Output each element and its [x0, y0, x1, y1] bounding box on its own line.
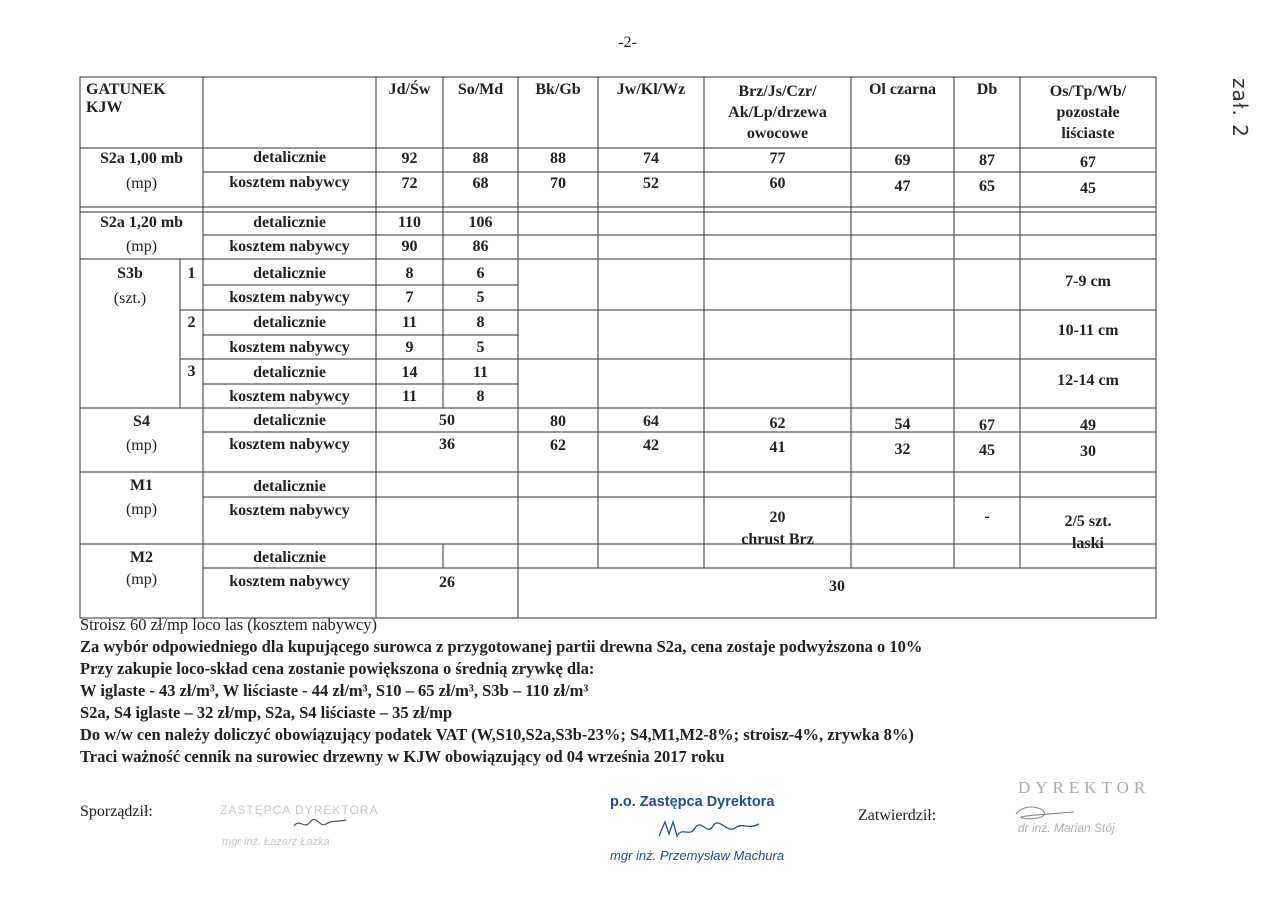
label-detal: detalicznie: [253, 478, 326, 495]
value: 80: [550, 413, 566, 430]
notes: [80, 614, 922, 768]
value: 70: [550, 175, 566, 192]
value: 52: [643, 175, 659, 192]
note-line: Traci ważność cennik na surowiec drzewny w KJW obowiązujący od 04 września 2017 roku: [80, 747, 725, 766]
value: 49: [1080, 417, 1096, 434]
size-range: 7-9 cm: [1065, 273, 1111, 290]
value: 69: [894, 152, 911, 169]
value: 86: [472, 238, 489, 255]
value: 45: [979, 442, 995, 459]
row-unit: (mp): [125, 501, 158, 518]
row-unit: (mp): [125, 437, 158, 454]
label-detal: detalicznie: [253, 214, 326, 231]
value: 67: [979, 417, 995, 434]
value: 50: [439, 412, 455, 429]
header-col: Os/Tp/Wb/ pozostałe liściaste: [1049, 83, 1127, 142]
value: 88: [472, 150, 489, 167]
label-kosztem: kosztem nabywcy: [229, 238, 350, 255]
value: 67: [1080, 154, 1096, 171]
value: 9: [405, 339, 414, 356]
value: 11: [401, 388, 418, 405]
value: 30: [1080, 443, 1096, 460]
header-col: Brz/Js/Czr/ Ak/Lp/drzewa owocowe: [728, 83, 827, 142]
value: 47: [894, 178, 911, 195]
value: 6: [476, 265, 485, 282]
value: 42: [643, 437, 659, 454]
value: 11: [401, 314, 418, 331]
row-unit: (szt.): [113, 290, 147, 307]
row-name: M2: [129, 549, 154, 566]
label-detal: detalicznie: [253, 549, 326, 566]
value: 65: [979, 178, 995, 195]
value: 14: [401, 364, 418, 381]
value: 110: [397, 214, 422, 231]
header-gatunek: GATUNEK KJW: [86, 81, 166, 116]
header-col: Jd/Św: [388, 81, 431, 98]
director-name: dr inż. Marian Stój: [1018, 821, 1115, 835]
annex-note: zał. 2: [1228, 78, 1252, 138]
row-unit: (mp): [125, 175, 158, 192]
sub-number: 2: [187, 314, 196, 331]
value: 68: [472, 175, 489, 192]
row-unit: (mp): [125, 571, 158, 588]
value: 41: [769, 439, 786, 456]
deputy-name: mgr inż. Przemysław Machura: [610, 848, 785, 863]
label-kosztem: kosztem nabywcy: [229, 289, 350, 306]
label-detal: detalicznie: [253, 265, 326, 282]
value: 87: [979, 152, 995, 169]
label-kosztem: kosztem nabywcy: [229, 339, 350, 356]
value: 45: [1080, 180, 1096, 197]
value: 36: [439, 436, 455, 453]
value: 88: [550, 150, 566, 167]
value: 64: [643, 413, 659, 430]
label-kosztem: kosztem nabywcy: [229, 502, 350, 519]
row-name: S2a 1,20 mb: [99, 214, 184, 231]
value: 74: [643, 150, 659, 167]
row-name: S3b: [117, 265, 143, 282]
note-line: Do w/w cen należy doliczyć obowiązujący podatek VAT (W,S10,S2a,S3b-23%; S4,M1,M2-8%; stroisz-4%, zrywka 8%): [80, 725, 914, 744]
note-line: S2a, S4 iglaste – 32 zł/mp, S2a, S4 liściaste – 35 zł/mp: [80, 703, 453, 722]
value: 90: [401, 238, 418, 255]
sub-number: 3: [187, 363, 196, 380]
header-col: Bk/Gb: [535, 81, 581, 98]
value: 106: [468, 214, 493, 231]
prepared-by-label: Sporządził:: [80, 803, 153, 820]
director-stamp: DYREKTOR: [1018, 778, 1151, 797]
row-name: M1: [129, 477, 154, 494]
size-range: 12-14 cm: [1057, 372, 1119, 389]
value: 20 chrust Brz: [741, 509, 814, 548]
note-line: Stroisz 60 zł/mp loco las (kosztem nabywcy): [80, 615, 377, 634]
note-line: W iglaste - 43 zł/m³, W liściaste - 44 zł/m³, S10 – 65 zł/m³, S3b – 110 zł/m³: [80, 681, 589, 700]
value: 30: [829, 578, 845, 595]
value: 60: [769, 175, 786, 192]
value: 8: [405, 265, 414, 282]
label-kosztem: kosztem nabywcy: [229, 573, 350, 590]
value: 72: [401, 175, 418, 192]
left-signature-icon: [290, 812, 350, 834]
left-stamp-name: mgr inż. Łazarz Łazka: [222, 836, 330, 848]
value: 11: [472, 364, 489, 381]
page-number: -2-: [618, 34, 637, 51]
row-name: S4: [133, 413, 150, 430]
sub-number: 1: [187, 265, 196, 282]
header-col: Jw/Kl/Wz: [616, 81, 686, 98]
left-stamp: ZASTĘPCA DYREKTORA: [220, 803, 379, 817]
value: 26: [439, 574, 455, 591]
row-name: S2a 1,00 mb: [99, 150, 184, 167]
value: 62: [769, 415, 786, 432]
label-detal: detalicznie: [253, 314, 326, 331]
label-kosztem: kosztem nabywcy: [229, 388, 350, 405]
value: 92: [401, 150, 418, 167]
value: 32: [894, 441, 911, 458]
label-detal: detalicznie: [253, 364, 326, 381]
row-unit: (mp): [125, 238, 158, 255]
value: 62: [550, 437, 566, 454]
value: 54: [894, 416, 911, 433]
value: 77: [769, 150, 786, 167]
value: 8: [476, 314, 485, 331]
label-detal: detalicznie: [253, 412, 326, 429]
size-range: 10-11 cm: [1057, 322, 1119, 339]
approved-by-label: Zatwierdził:: [858, 807, 937, 824]
label-kosztem: kosztem nabywcy: [229, 436, 350, 453]
header-col: Ol czarna: [868, 81, 937, 98]
value: 2/5 szt. laski: [1064, 513, 1112, 552]
deputy-signature-icon: [655, 814, 765, 844]
label-detal: detalicznie: [253, 149, 326, 166]
value: -: [984, 508, 990, 525]
note-line: Za wybór odpowiedniego dla kupującego surowca z przygotowanej partii drewna S2a, cena zostaje podwyższona o 10%: [80, 637, 923, 656]
value: 5: [476, 339, 485, 356]
note-line: Przy zakupie loco-skład cena zostanie powiększona o średnią zrywkę dla:: [80, 659, 595, 678]
value: 8: [476, 388, 485, 405]
header-col: Db: [976, 81, 998, 98]
value: 5: [476, 289, 485, 306]
header-col: So/Md: [457, 81, 504, 98]
value: 7: [405, 289, 414, 306]
label-kosztem: kosztem nabywcy: [229, 174, 350, 191]
deputy-title: p.o. Zastępca Dyrektora: [610, 794, 775, 810]
